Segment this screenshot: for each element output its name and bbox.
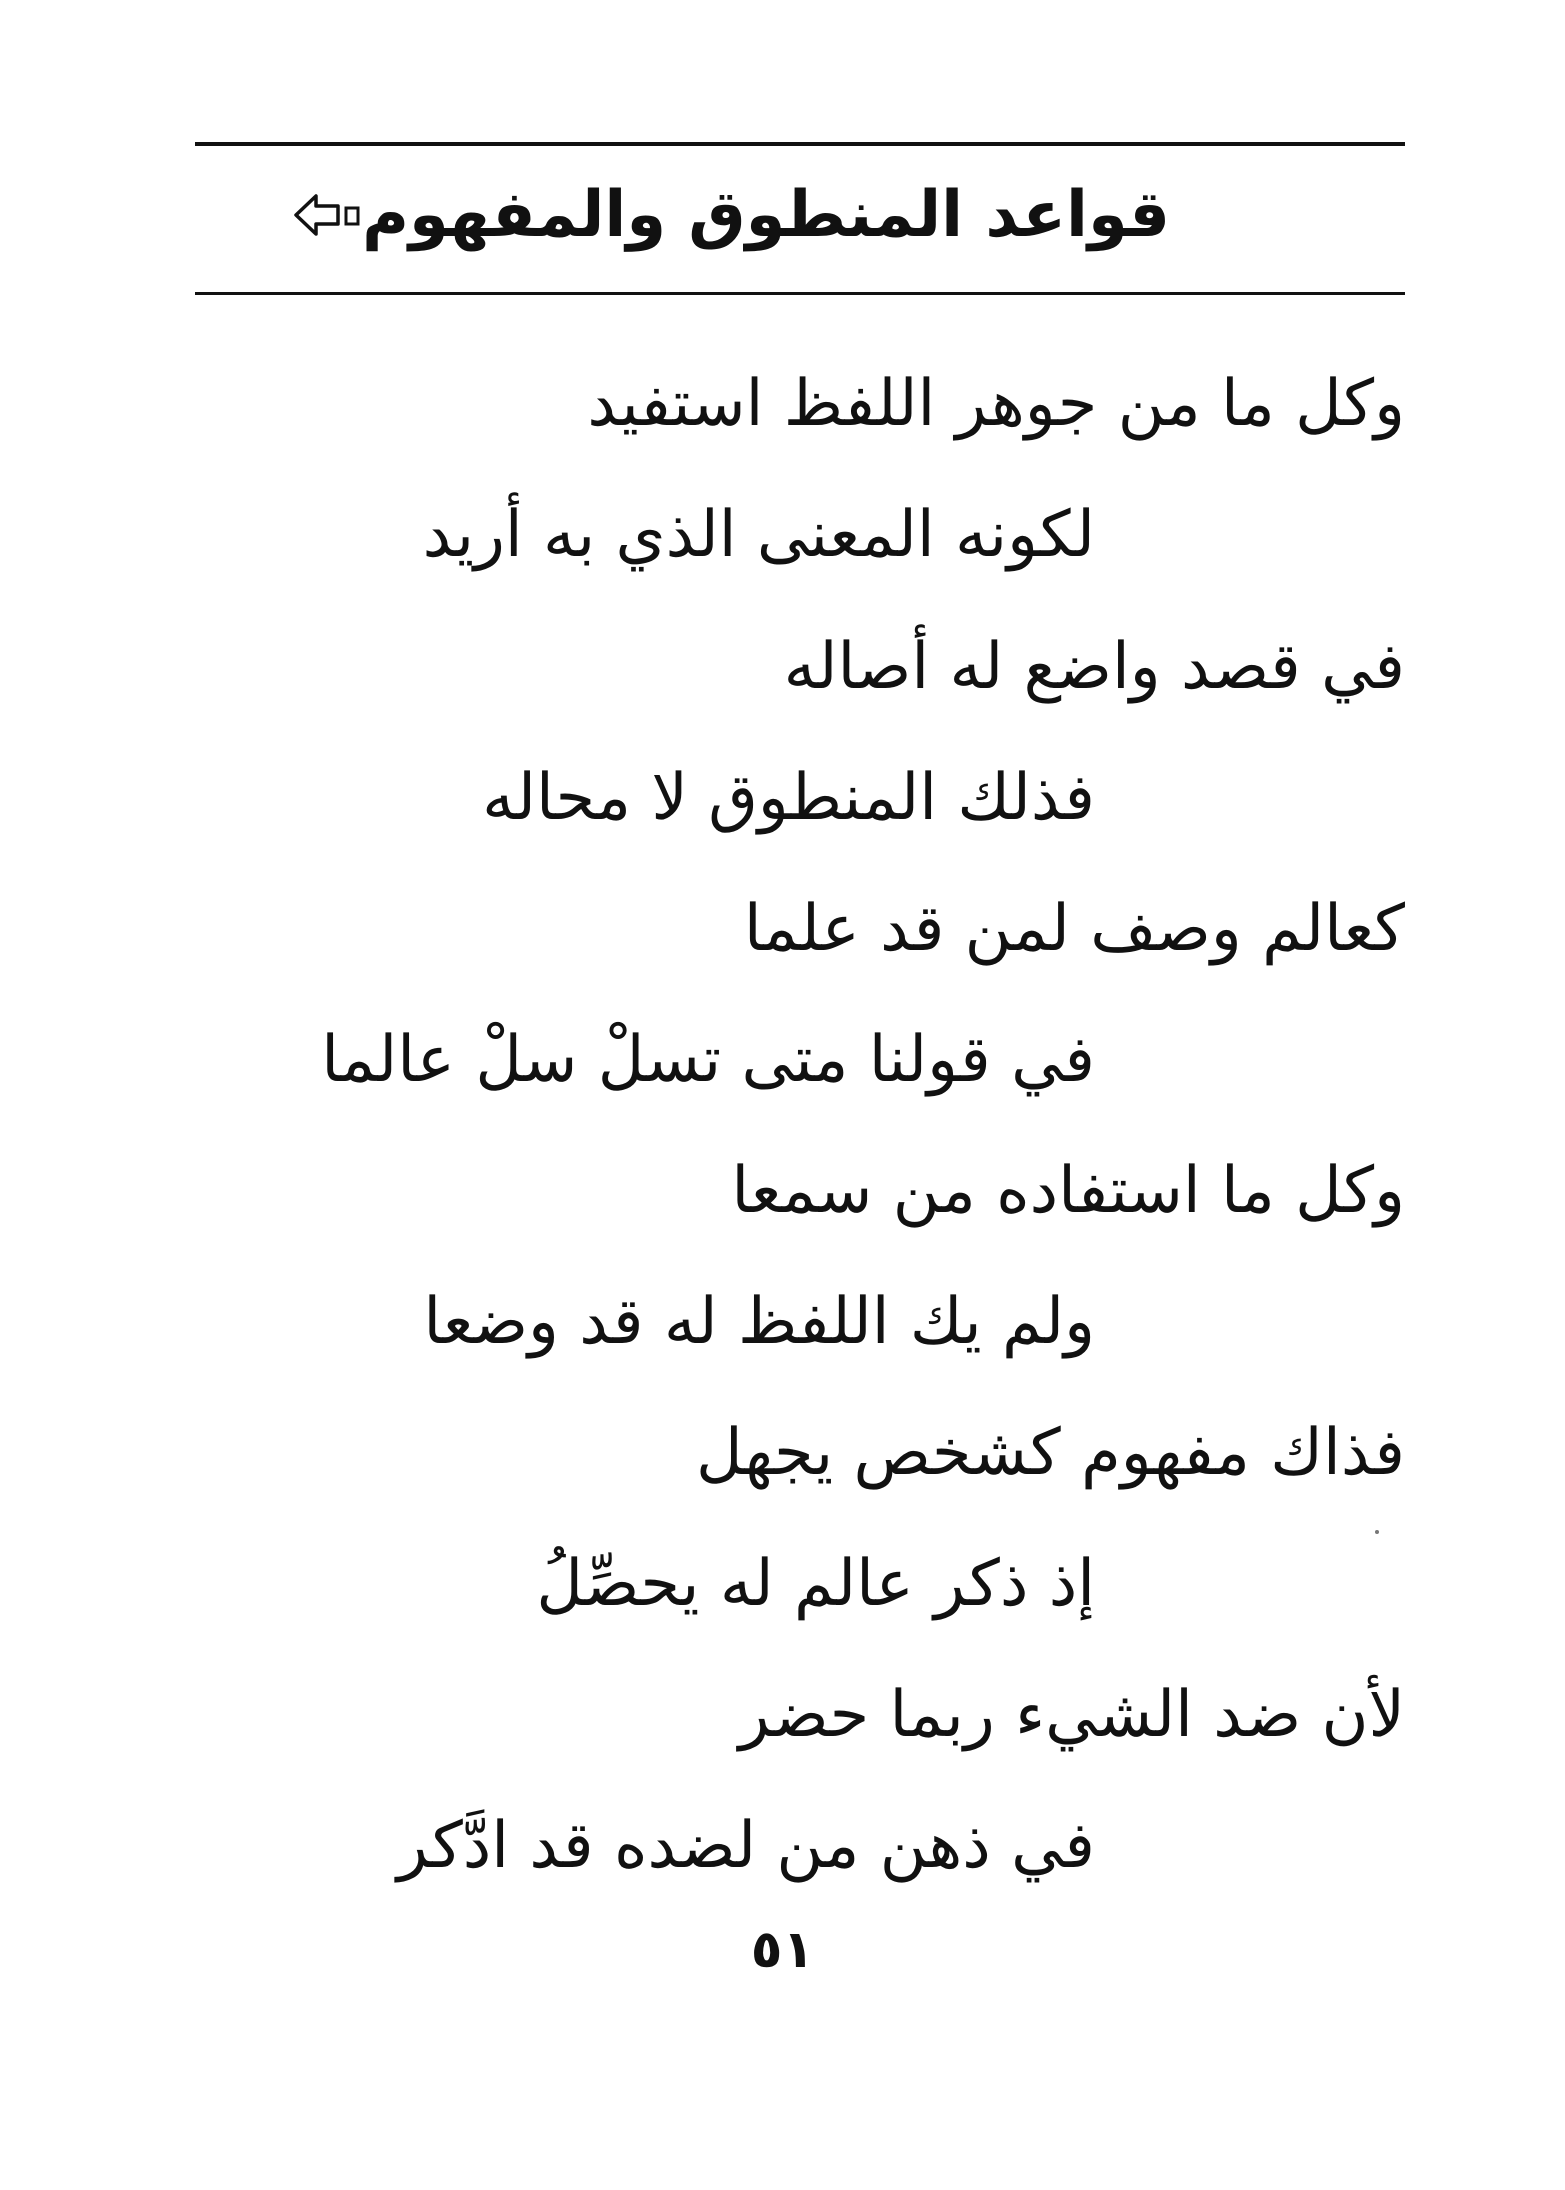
verse-line: فذاك مفهوم كشخص يجهل [696,1416,1405,1490]
header-bottom-rule [195,292,1405,295]
verse-line: وكل ما استفاده من سمعا [731,1154,1405,1228]
verse-line: فذلك المنطوق لا محاله [482,761,1095,835]
verse-line: كعالم وصف لمن قد علما [743,892,1405,966]
verse-line: في ذهن من لضده قد ادَّكر [397,1809,1095,1883]
page-header [270,160,1170,270]
verse-line: وكل ما من جوهر اللفظ استفيد [587,367,1405,441]
verse-line: لأن ضد الشيء ربما حضر [738,1678,1405,1752]
page-number: ٥١ [750,1920,815,1980]
header-top-rule [195,142,1405,146]
verse-line: في قولنا متى تسلْ سلْ عالما [321,1023,1095,1097]
verse-line: إذ ذكر عالم له يحصِّلُ [536,1547,1095,1621]
pointing-hand-arrow-icon [292,185,362,245]
verse-line: في قصد واضع له أصاله [783,630,1405,704]
scan-speck [1375,1530,1379,1534]
chapter-title: قواعد المنطوق والمفهوم [362,178,1170,252]
verse-line: ولم يك اللفظ له قد وضعا [423,1285,1095,1359]
verse-line: لكونه المعنى الذي به أريد [422,498,1095,572]
